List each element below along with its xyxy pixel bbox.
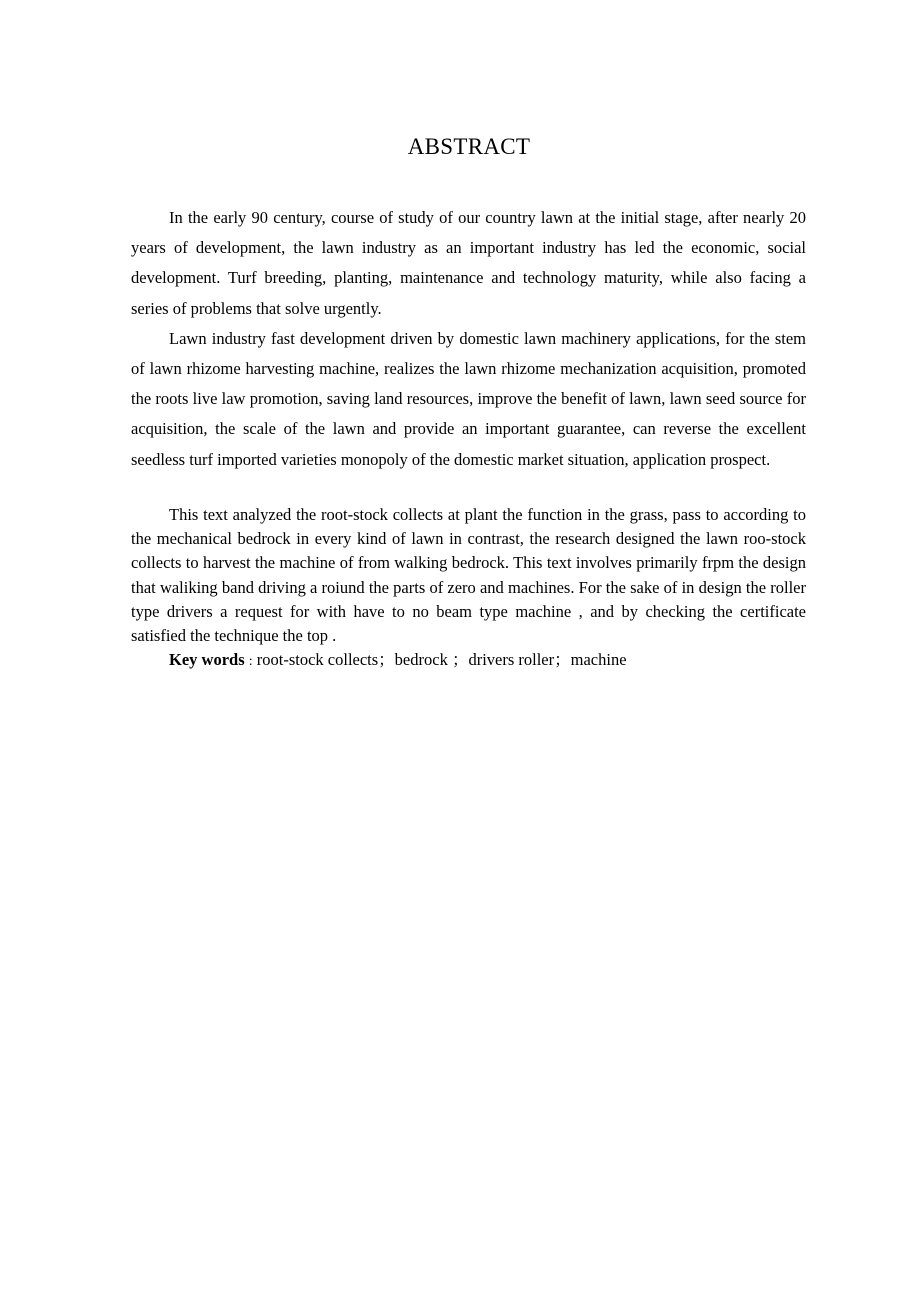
abstract-paragraph-3: This text analyzed the root-stock collects at plant the function in the grass, pass to according to the mechanical bedrock in every kind of lawn in contrast, the research designed the lawn roo-stock collects to harvest the machine of from walking bedrock. This text involves primarily frpm the design that waliking band driving a roiund the parts of zero and machines. For the sake of in design the roller type drivers a request for with have to no beam type machine , and by checking the certificate satisfied the technique the top . <box>131 505 806 646</box>
keywords-separator: : <box>248 654 253 670</box>
abstract-paragraph-1: In the early 90 century, course of study of our country lawn at the initial stage, after nearly 20 years of development, the lawn industry as an important industry has led the economic, social development. Turf breeding, planting, maintenance and technology maturity, while also facing a series of problems that solve urgently. <box>131 208 806 318</box>
keywords-line <box>131 648 806 674</box>
abstract-paragraph-2: Lawn industry fast development driven by domestic lawn machinery applications, for the stem of lawn rhizome harvesting machine, realizes the lawn rhizome mechanization acquisition, promoted the roots live law promotion, saving land resources, improve the benefit of lawn, lawn seed source for acquisition, the scale of the lawn and provide an important guarantee, can reverse the excellent seedless turf imported varieties monopoly of the domestic market situation, application prospect. <box>131 328 806 469</box>
page-title: ABSTRACT <box>407 134 531 159</box>
keywords-list: root-stock collects；bedrock ；drivers roller；machine <box>256 650 627 670</box>
keywords-label: Key words <box>169 650 245 670</box>
abstract-body-lower <box>131 503 806 674</box>
abstract-body-upper <box>131 203 806 475</box>
